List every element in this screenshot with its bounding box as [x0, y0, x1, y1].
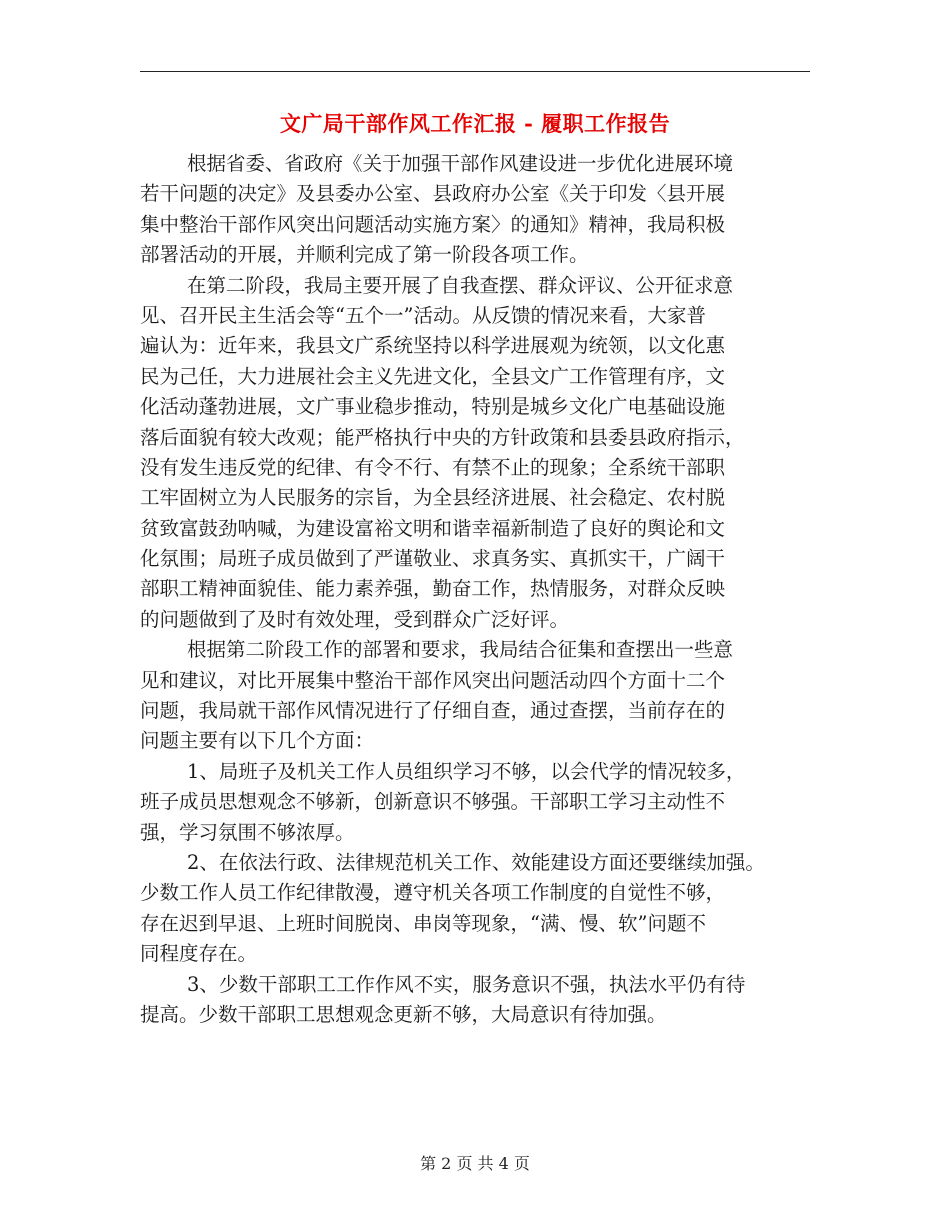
- text-line: 少数工作人员工作纪律散漫，遵守机关各项工作制度的自觉性不够，: [140, 881, 726, 905]
- text-line: 部署活动的开展，并顺利完成了第一阶段各项工作。: [140, 243, 589, 267]
- page-footer: 第 2 页 共 4 页: [420, 1154, 530, 1173]
- paragraph: [140, 970, 805, 1031]
- text-line: 集中整治干部作风突出问题活动实施方案〉的通知》精神，我局积极: [140, 212, 726, 236]
- paragraph: [140, 635, 805, 757]
- document-body: [140, 149, 805, 1030]
- text-line: 民为己任，大力进展社会主义先进文化，全县文广工作管理有序，文: [140, 364, 726, 388]
- text-line: 问题主要有以下几个方面：: [140, 729, 375, 753]
- text-line: 在第二阶段，我局主要开展了自我查摆、群众评议、公开征求意: [187, 273, 734, 297]
- text-line: 化活动蓬勃进展，文广事业稳步推动，特别是城乡文化广电基础设施: [140, 395, 726, 419]
- header-rule: [140, 71, 810, 72]
- paragraph: [140, 149, 805, 271]
- text-line: 遍认为：近年来，我县文广系统坚持以科学进展观为统领，以文化惠: [140, 334, 726, 358]
- text-line: 的问题做到了及时有效处理，受到群众广泛好评。: [140, 607, 570, 631]
- text-line: 根据省委、省政府《关于加强干部作风建设进一步优化进展环境: [187, 152, 734, 175]
- text-line: 问题，我局就干部作风情况进行了仔细自查，通过查摆，当前存在的: [140, 699, 726, 723]
- text-line: 见和建议，对比开展集中整治干部作风突出问题活动四个方面十二个: [140, 668, 726, 692]
- text-line: 存在迟到早退、上班时间脱岗、串岗等现象，“满、慢、软”问题不: [140, 911, 706, 935]
- text-line: 化氛围；局班子成员做到了严谨敬业、求真务实、真抓实干，广阔干: [140, 547, 726, 571]
- text-line: 没有发生违反党的纪律、有令不行、有禁不止的现象；全系统干部职: [140, 455, 726, 479]
- text-line: 部职工精神面貌佳、能力素养强，勤奋工作，热情服务，对群众反映: [140, 577, 726, 601]
- text-line: 同程度存在。: [140, 942, 258, 966]
- text-line: 工牢固树立为人民服务的宗旨，为全县经济进展、社会稳定、农村脱: [140, 486, 726, 510]
- text-line: 贫致富鼓劲呐喊，为建设富裕文明和谐幸福新制造了良好的舆论和文: [140, 516, 726, 540]
- text-line: 落后面貌有较大改观；能严格执行中央的方针政策和县委县政府指示，: [140, 425, 745, 449]
- document-title: 文广局干部作风工作汇报 - 履职工作报告: [279, 111, 671, 136]
- text-line: 3、少数干部职工工作作风不实，服务意识不强，执法水平仍有待: [187, 972, 746, 996]
- paragraph: [140, 271, 805, 636]
- text-line: 1、局班子及机关工作人员组织学习不够，以会代学的情况较多，: [187, 759, 746, 783]
- text-line: 2、在依法行政、法律规范机关工作、效能建设方面还要继续加强。: [187, 850, 765, 874]
- text-line: 若干问题的决定》及县委办公室、县政府办公室《关于印发〈县开展: [140, 182, 726, 206]
- paragraph: [140, 848, 805, 970]
- text-line: 见、召开民主生活会等“五个一”活动。从反馈的情况来看，大家普: [140, 303, 706, 327]
- text-line: 班子成员思想观念不够新，创新意识不够强。干部职工学习主动性不: [140, 790, 726, 814]
- text-line: 根据第二阶段工作的部署和要求，我局结合征集和查摆出一些意: [187, 638, 734, 662]
- text-line: 强，学习氛围不够浓厚。: [140, 820, 355, 844]
- paragraph: [140, 757, 805, 848]
- text-line: 提高。少数干部职工思想观念更新不够，大局意识有待加强。: [140, 1002, 667, 1026]
